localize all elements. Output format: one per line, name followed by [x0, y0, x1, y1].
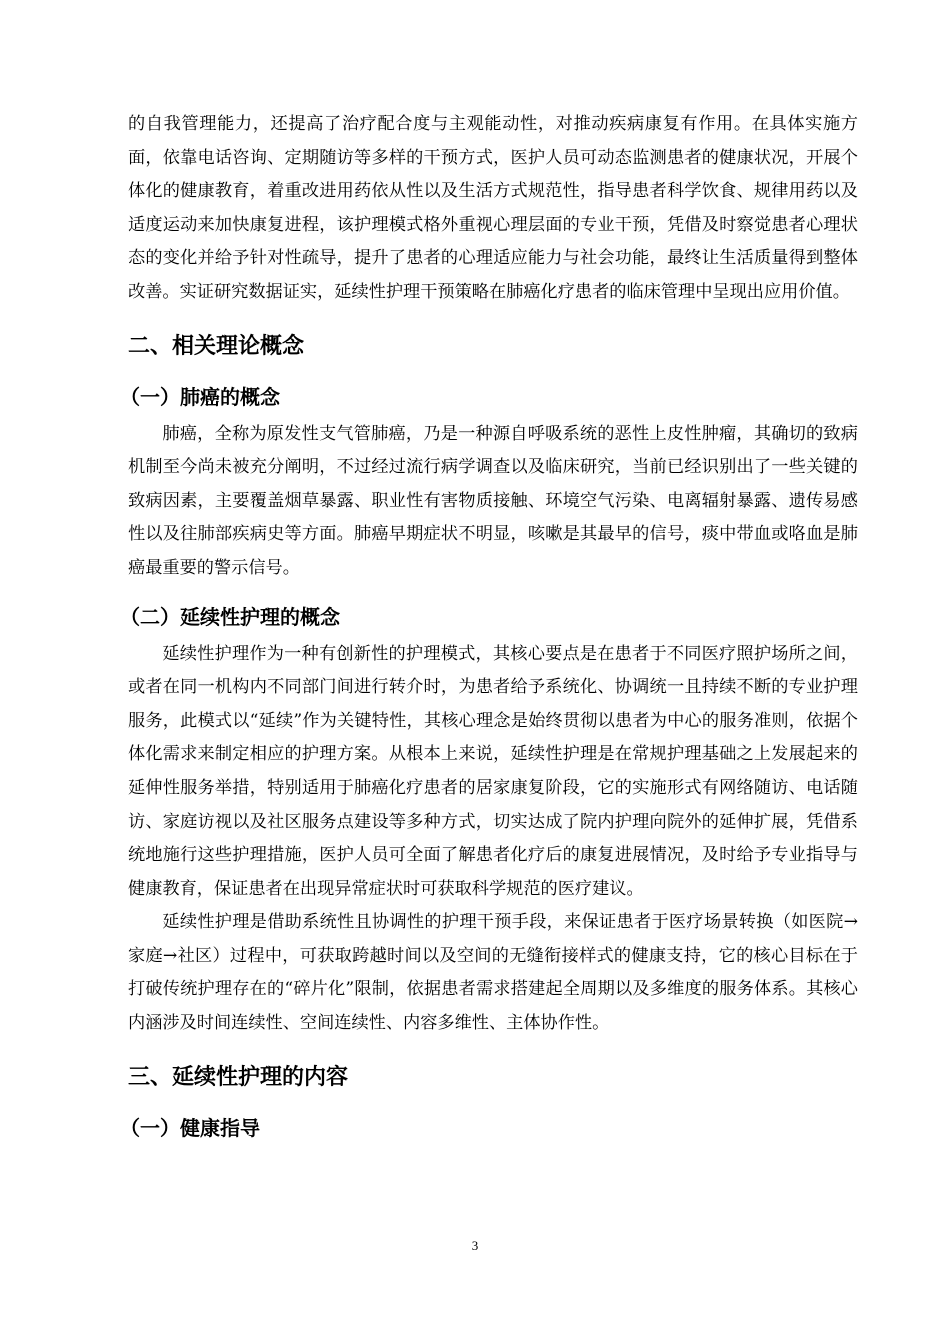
page-number: 3 [471, 1238, 479, 1253]
section-heading-related-concepts: 二、相关理论概念 [128, 333, 305, 359]
lung-cancer-paragraph: 肺癌，全称为原发性支气管肺癌，乃是一种源自呼吸系统的恶性上皮性肿瘤，其确切的致病机制至今尚未被充分阐明，不过经过流行病学调查以及临床研究，当前已经识别出了一些关键的致病因素，主要覆盖烟草暴露、职业性有害物质接触、环境空气污染、电离辐射暴露、遗传易感性以及往肺部疾病史等方面。肺癌早期症状不明显，咳嗽是其最早的信号，痰中带血或咯血是肺癌最重要的警示信号。 [128, 423, 858, 578]
document-page [120, 108, 858, 1149]
continuity-care-paragraph-2: 延续性护理是借助系统性且协调性的护理干预手段，来保证患者于医疗场景转换（如医院→家庭→社区）过程中，可获取跨越时间以及空间的无缝衔接样式的健康支持，它的核心目标在于打破传统护理存在的“碎片化”限制，依据患者需求搭建起全周期以及多维度的服务体系。其核心内涵涉及时间连续性、空间连续性、内容多维性、主体协作性。 [128, 912, 858, 1034]
subsection-heading-continuity-care: （二）延续性护理的概念 [120, 604, 340, 629]
continuity-care-paragraph-1: 延续性护理作为一种有创新性的护理模式，其核心要点是在患者于不同医疗照护场所之间，或者在同一机构内不同部门间进行转介时，为患者给予系统化、协调统一且持续不断的专业护理服务，此模式以“延续”作为关键特性，其核心理念是始终贯彻以患者为中心的服务准则，依据个体化需求来制定相应的护理方案。从根本上来说，延续性护理是在常规护理基础之上发展起来的延伸性服务举措，特别适用于肺癌化疗患者的居家康复阶段，它的实施形式有网络随访、电话随访、家庭访视以及社区服务点建设等多种方式，切实达成了院内护理向院外的延伸扩展，凭借系统地施行这些护理措施，医护人员可全面了解患者化疗后的康复进展情况，及时给予专业指导与健康教育，保证患者在出现异常症状时可获取科学规范的医疗建议。 [128, 643, 858, 899]
subsection-heading-health-guidance: （一）健康指导 [120, 1115, 260, 1140]
subsection-heading-lung-cancer: （一）肺癌的概念 [120, 384, 280, 409]
intro-paragraph: 的自我管理能力，还提高了治疗配合度与主观能动性，对推动疾病康复有作用。在具体实施方面，依靠电话咨询、定期随访等多样的干预方式，医护人员可动态监测患者的健康状况，开展个体化的健康教育，着重改进用药依从性以及生活方式规范性，指导患者科学饮食、规律用药以及适度运动来加快康复进程，该护理模式格外重视心理层面的专业干预，凭借及时察觉患者心理状态的变化并给予针对性疏导，提升了患者的心理适应能力与社会功能，最终让生活质量得到整体改善。实证研究数据证实，延续性护理干预策略在肺癌化疗患者的临床管理中呈现出应用价值。 [128, 114, 858, 302]
section-heading-continuity-content: 三、延续性护理的内容 [128, 1064, 349, 1090]
